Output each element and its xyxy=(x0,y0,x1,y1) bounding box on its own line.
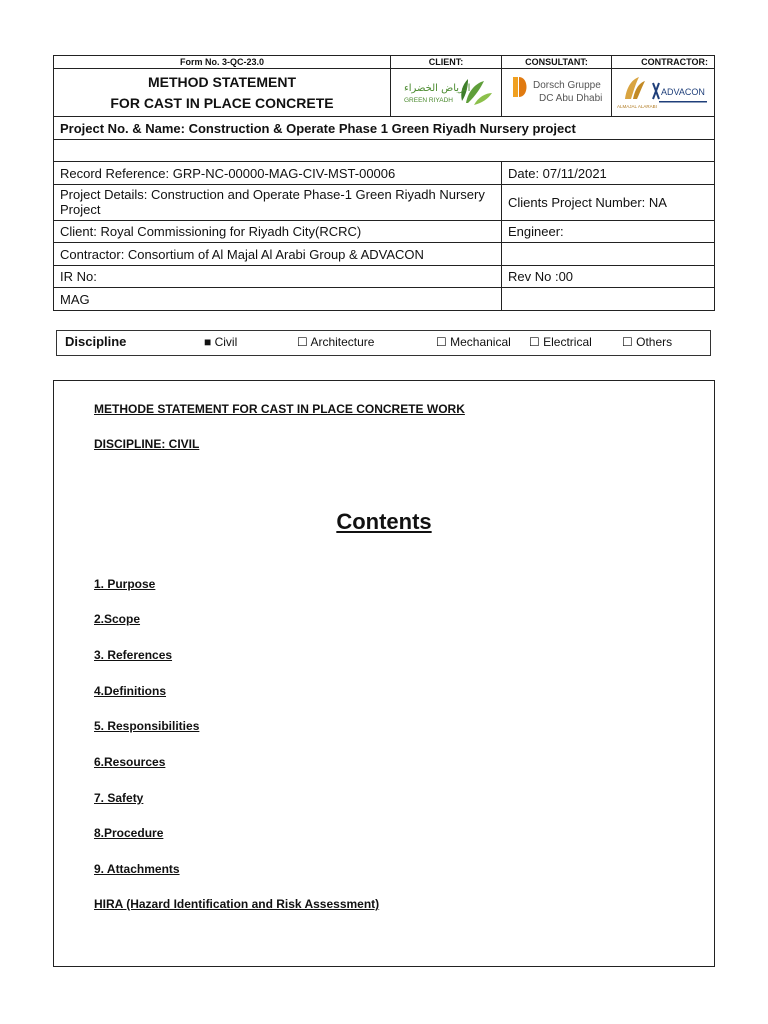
engineer: Engineer: xyxy=(502,220,715,243)
checked-box-icon: ■ xyxy=(204,335,212,349)
blank-row xyxy=(54,139,715,162)
consultant-label: CONSULTANT: xyxy=(502,56,612,69)
dorsch-logo xyxy=(507,71,607,111)
toc-item[interactable]: 3. References xyxy=(94,648,173,662)
date: Date: 07/11/2021 xyxy=(502,162,715,185)
toc-item[interactable]: 7. Safety xyxy=(94,791,144,805)
consultant-logo xyxy=(502,69,612,117)
contractor-blank xyxy=(502,243,715,266)
discipline-line: DISCIPLINE: CIVIL xyxy=(94,437,200,451)
contractor-label: CONTRACTOR: xyxy=(612,56,715,69)
svg-text:ALMAJAL ALARABI: ALMAJAL ALARABI xyxy=(617,104,657,110)
client-label: CLIENT: xyxy=(391,56,502,69)
svg-text:DC Abu Dhabi: DC Abu Dhabi xyxy=(538,93,602,105)
client: Client: Royal Commissioning for Riyadh City(RCRC) xyxy=(54,220,502,243)
mag-blank xyxy=(502,288,715,311)
checkbox-icon: ☐ xyxy=(297,335,308,349)
svg-text:GREEN RIYADH: GREEN RIYADH xyxy=(404,97,453,105)
contractor: Contractor: Consortium of Al Majal Al Arabi Group & ADVACON xyxy=(54,243,502,266)
contractor-logo xyxy=(612,69,715,117)
contractor-logos xyxy=(615,71,711,111)
discipline-others[interactable]: ☐ Others xyxy=(622,335,673,349)
svg-text:ADVACON: ADVACON xyxy=(661,87,705,98)
checkbox-icon: ☐ xyxy=(622,335,633,349)
discipline-mechanical[interactable]: ☐ Mechanical xyxy=(436,335,511,349)
ir-no: IR No: xyxy=(54,265,502,288)
contents-title: Contents xyxy=(336,509,432,534)
project-details: Project Details: Construction and Operate Phase-1 Green Riyadh Nursery Project xyxy=(54,184,502,220)
toc-item[interactable]: 2.Scope xyxy=(94,612,141,626)
contents-box xyxy=(53,380,715,967)
checkbox-icon: ☐ xyxy=(436,335,447,349)
project-name: Project No. & Name: Construction & Operate Phase 1 Green Riyadh Nursery project xyxy=(54,117,715,140)
mag: MAG xyxy=(54,288,502,311)
discipline-architecture[interactable]: ☐ Architecture xyxy=(297,335,375,349)
toc-item[interactable]: HIRA (Hazard Identification and Risk Assessment) xyxy=(94,897,380,911)
form-number: Form No. 3-QC-23.0 xyxy=(54,56,391,69)
discipline-electrical[interactable]: ☐ Electrical xyxy=(529,335,592,349)
record-reference: Record Reference: GRP-NC-00000-MAG-CIV-MST-00006 xyxy=(54,162,502,185)
toc-item[interactable]: 5. Responsibilities xyxy=(94,719,200,733)
method-heading: METHODE STATEMENT FOR CAST IN PLACE CONCRETE WORK xyxy=(94,402,465,416)
svg-text:Dorsch Gruppe: Dorsch Gruppe xyxy=(532,80,601,92)
toc-item[interactable]: 4.Definitions xyxy=(94,684,167,698)
green-riyadh-logo xyxy=(396,71,496,111)
checkbox-icon: ☐ xyxy=(529,335,540,349)
toc-item[interactable]: 1. Purpose xyxy=(94,577,156,591)
discipline-civil[interactable]: ■ Civil xyxy=(204,335,238,349)
client-logo xyxy=(391,69,502,117)
svg-text:الرياض الخضراء: الرياض الخضراء xyxy=(404,83,471,95)
form-header-table xyxy=(53,55,715,311)
document-title: METHOD STATEMENT FOR CAST IN PLACE CONCRETE xyxy=(54,69,391,117)
rev-no: Rev No :00 xyxy=(502,265,715,288)
toc-item[interactable]: 6.Resources xyxy=(94,755,166,769)
discipline-bar xyxy=(56,330,711,356)
clients-project-number: Clients Project Number: NA xyxy=(502,184,715,220)
toc-item[interactable]: 9. Attachments xyxy=(94,862,180,876)
toc-item[interactable]: 8.Procedure xyxy=(94,826,164,840)
discipline-label: Discipline xyxy=(65,334,127,349)
